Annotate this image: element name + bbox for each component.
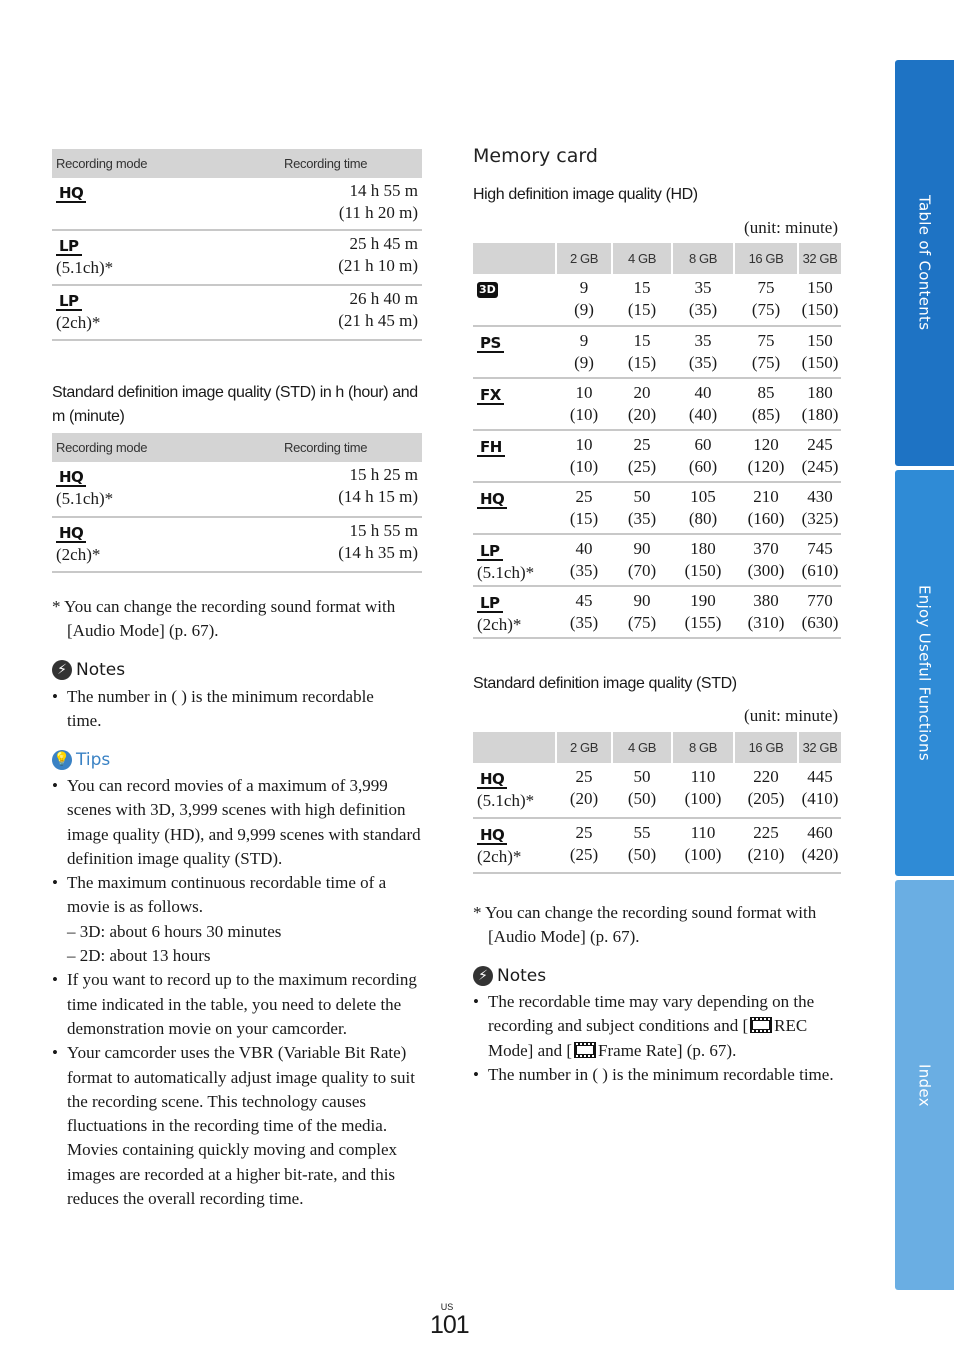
lp-mode-icon: LP (56, 237, 82, 256)
cell-value (672, 274, 734, 326)
time-min: (80) (688, 509, 718, 528)
cell-value (672, 534, 734, 586)
time-value: 40 (575, 539, 593, 558)
cell-value (798, 326, 841, 378)
time-min: (85) (751, 405, 781, 424)
time-value: 90 (633, 591, 651, 610)
time-value: 55 (633, 823, 651, 842)
time-value: 370 (753, 539, 779, 558)
mode-sub: (5.1ch)* (477, 563, 535, 582)
time-min: (155) (684, 613, 722, 632)
tip-sub-2d: – 2D: about 13 hours (67, 946, 211, 966)
table-row (52, 285, 422, 340)
cell-value (556, 818, 612, 873)
cell-value (798, 534, 841, 586)
header-2gb: 2 GB (556, 732, 612, 763)
cell-value (556, 482, 612, 534)
fx-mode-icon: FX (477, 386, 504, 405)
time-min: (15) (627, 353, 657, 372)
time-value: 9 (579, 278, 589, 297)
time-min: (210) (747, 845, 785, 864)
cell-value (798, 430, 841, 482)
fh-mode-icon: FH (477, 438, 505, 457)
time-value: 190 (690, 591, 716, 610)
time-min: (630) (801, 613, 839, 632)
time-value: 25 h 45 m (349, 234, 418, 253)
time-value: 75 (757, 331, 775, 350)
time-value: 10 (575, 435, 593, 454)
cell-value (556, 378, 612, 430)
table-row (473, 378, 841, 430)
time-value: 445 (807, 767, 833, 786)
time-min: (15) (627, 300, 657, 319)
hq-mode-icon: HQ (56, 524, 86, 543)
time-min: (14 h 15 m) (338, 487, 418, 506)
hd-recording-time-table (473, 243, 841, 639)
time-min: (420) (801, 845, 839, 864)
cell-value (734, 818, 798, 873)
time-value: 20 (633, 383, 651, 402)
mode-sub: (2ch)* (477, 615, 522, 634)
lp-mode-icon: LP (477, 594, 503, 613)
std-unit-label: (unit: minute) (744, 706, 838, 725)
time-min: (21 h 45 m) (338, 311, 418, 330)
cell-value (798, 482, 841, 534)
header-8gb: 8 GB (672, 732, 734, 763)
time-value: 60 (694, 435, 712, 454)
lp-mode-icon: LP (477, 542, 503, 561)
tips-heading (52, 750, 110, 770)
time-value: 430 (807, 487, 833, 506)
header-32gb: 32 GB (798, 243, 841, 274)
list-item: • The number in ( ) is the minimum recordable time. (52, 685, 412, 734)
time-min: (120) (747, 457, 785, 476)
time-min: (325) (801, 509, 839, 528)
header-16gb: 16 GB (734, 732, 798, 763)
cell-value (556, 763, 612, 818)
time-min: (15) (569, 509, 599, 528)
time-min: (150) (801, 353, 839, 372)
table-row (52, 178, 422, 230)
header-recording-time: Recording time (280, 149, 422, 178)
time-min: (50) (627, 789, 657, 808)
time-value: 245 (807, 435, 833, 454)
cell-value (672, 430, 734, 482)
note-text-c: Frame Rate] (p. 67). (598, 1040, 737, 1060)
time-value: 25 (575, 767, 593, 786)
cell-value (612, 274, 672, 326)
time-min: (10) (569, 405, 599, 424)
tab-enjoy-useful-functions[interactable] (895, 470, 954, 876)
time-value: 75 (757, 278, 775, 297)
page-number-value: 101 (430, 1311, 469, 1339)
time-value: 15 (633, 331, 651, 350)
cell-value (612, 482, 672, 534)
notes-icon: ⚡ (473, 966, 493, 986)
cell-value (734, 430, 798, 482)
table-row (473, 326, 841, 378)
time-value: 110 (690, 823, 716, 842)
cell-value (556, 534, 612, 586)
time-min: (21 h 10 m) (338, 256, 418, 275)
time-min: (205) (747, 789, 785, 808)
cell-value (672, 763, 734, 818)
film-icon (574, 1042, 596, 1058)
tip-sub-3d: – 3D: about 6 hours 30 minutes (67, 921, 282, 941)
list-item: • The number in ( ) is the minimum recordable time. (473, 1063, 845, 1087)
notes-right-list (473, 990, 845, 1087)
time-value: 460 (807, 823, 833, 842)
mode-sub: (5.1ch)* (477, 791, 535, 810)
time-min: (75) (627, 613, 657, 632)
tab-label: Table of Contents (915, 195, 934, 331)
lp-mode-icon: LP (56, 292, 82, 311)
time-value: 85 (757, 383, 775, 402)
table-row (473, 763, 841, 818)
table-row (473, 274, 841, 326)
time-value: 110 (690, 767, 716, 786)
tips-list (52, 774, 424, 1211)
time-min: (50) (627, 845, 657, 864)
time-min: (310) (747, 613, 785, 632)
cell-value (734, 534, 798, 586)
time-value: 26 h 40 m (349, 289, 418, 308)
page-region: US (440, 1302, 454, 1312)
time-value: 25 (633, 435, 651, 454)
cell-value (734, 378, 798, 430)
time-min: (25) (569, 845, 599, 864)
time-value: 50 (633, 487, 651, 506)
header-16gb: 16 GB (734, 243, 798, 274)
time-min: (160) (747, 509, 785, 528)
film-icon (750, 1017, 772, 1033)
cell-value (612, 430, 672, 482)
time-min: (10) (569, 457, 599, 476)
cell-value (798, 586, 841, 638)
cell-value (612, 534, 672, 586)
cell-value (556, 326, 612, 378)
time-min: (150) (684, 561, 722, 580)
hq-mode-icon: HQ (477, 490, 507, 509)
time-value: 25 (575, 487, 593, 506)
time-min: (35) (688, 300, 718, 319)
cell-value (734, 274, 798, 326)
time-min: (40) (688, 405, 718, 424)
header-recording-mode: Recording mode (52, 433, 280, 462)
notes-left-heading (52, 660, 125, 680)
tips-title: Tips (76, 750, 111, 770)
cell-value (612, 586, 672, 638)
cell-value (734, 586, 798, 638)
time-min: (20) (627, 405, 657, 424)
time-min: (150) (801, 300, 839, 319)
notes-right-heading (473, 966, 546, 986)
time-min: (35) (569, 613, 599, 632)
notes-left-list (52, 685, 412, 734)
time-min: (35) (569, 561, 599, 580)
hq-mode-icon: HQ (477, 826, 507, 845)
time-value: 210 (753, 487, 779, 506)
table-row (52, 230, 422, 285)
list-item (52, 871, 424, 968)
time-value: 220 (753, 767, 779, 786)
note-text-a: The recordable time may vary depending on the recording and subject conditions and [ (488, 992, 815, 1036)
time-min: (35) (688, 353, 718, 372)
note-text-b: REC Mode] and [ (488, 1016, 808, 1060)
time-min: (300) (747, 561, 785, 580)
table-row (473, 430, 841, 482)
mode-sub: (2ch)* (56, 313, 101, 332)
hd-unit-label: (unit: minute) (744, 218, 838, 237)
time-value: 180 (690, 539, 716, 558)
std-recording-time-table (473, 732, 841, 874)
list-item: • If you want to record up to the maximum recording time indicated in the table, you need to delete the demonstration movie on your camcorder. (52, 968, 424, 1041)
std-heading: Standard definition image quality (STD) in h (hour) and m (minute) (52, 384, 418, 425)
time-value: 120 (753, 435, 779, 454)
time-min: (20) (569, 789, 599, 808)
time-value: 50 (633, 767, 651, 786)
cell-value (672, 378, 734, 430)
table-row (473, 482, 841, 534)
notes-icon: ⚡ (52, 660, 72, 680)
std-heading-2: Standard definition image quality (STD) (473, 675, 737, 692)
header-32gb: 32 GB (798, 732, 841, 763)
header-4gb: 4 GB (612, 732, 672, 763)
cell-value (672, 482, 734, 534)
list-item (473, 990, 845, 1063)
time-min: (610) (801, 561, 839, 580)
cell-value (672, 326, 734, 378)
tab-table-of-contents[interactable] (895, 60, 954, 466)
tab-label: Enjoy Useful Functions (915, 585, 934, 761)
cell-value (798, 763, 841, 818)
recording-time-table-1 (52, 149, 422, 341)
time-min: (70) (627, 561, 657, 580)
table-row (473, 586, 841, 638)
header-4gb: 4 GB (612, 243, 672, 274)
time-value: 14 h 55 m (349, 181, 418, 200)
tab-index[interactable] (895, 880, 954, 1290)
time-min: (9) (574, 300, 594, 319)
memory-card-title: Memory card (473, 145, 598, 167)
table-row (52, 462, 422, 517)
time-value: 225 (753, 823, 779, 842)
cell-value (556, 586, 612, 638)
notes-title: Notes (76, 660, 126, 680)
time-value: 35 (694, 331, 712, 350)
cell-value (672, 586, 734, 638)
time-value: 10 (575, 383, 593, 402)
tip-text: The maximum continuous recordable time of a movie is as follows. (67, 873, 387, 917)
mode-sub: (5.1ch)* (56, 258, 114, 277)
footnote-left: * You can change the recording sound format with [Audio Mode] (p. 67). (52, 597, 396, 641)
time-min: (9) (574, 353, 594, 372)
header-recording-time: Recording time (280, 433, 422, 462)
cell-value (798, 274, 841, 326)
time-value: 15 h 25 m (349, 465, 418, 484)
time-min: (35) (627, 509, 657, 528)
time-min: (100) (684, 845, 722, 864)
hq-mode-icon: HQ (477, 770, 507, 789)
table-row (473, 818, 841, 873)
time-min: (14 h 35 m) (338, 543, 418, 562)
cell-value (612, 763, 672, 818)
time-min: (75) (751, 353, 781, 372)
time-value: 45 (575, 591, 593, 610)
time-value: 180 (807, 383, 833, 402)
time-value: 770 (807, 591, 833, 610)
page-number (430, 1302, 469, 1339)
time-min: (100) (684, 789, 722, 808)
time-value: 380 (753, 591, 779, 610)
time-value: 150 (807, 331, 833, 350)
table-row (473, 534, 841, 586)
tab-label: Index (915, 1063, 934, 1107)
time-min: (25) (627, 457, 657, 476)
recording-time-table-2 (52, 433, 422, 573)
ps-mode-icon: PS (477, 334, 504, 353)
cell-value (798, 818, 841, 873)
time-min: (410) (801, 789, 839, 808)
time-min: (60) (688, 457, 718, 476)
footnote-right: * You can change the recording sound format with [Audio Mode] (p. 67). (473, 903, 817, 947)
table-row (52, 517, 422, 572)
hq-mode-icon: HQ (56, 184, 86, 203)
cell-value (672, 818, 734, 873)
hq-mode-icon: HQ (56, 468, 86, 487)
time-value: 9 (579, 331, 589, 350)
side-tabs (895, 60, 954, 1290)
cell-value (734, 482, 798, 534)
notes-title: Notes (497, 966, 547, 986)
cell-value (798, 378, 841, 430)
hd-heading: High definition image quality (HD) (473, 186, 698, 203)
time-value: 25 (575, 823, 593, 842)
cell-value (612, 326, 672, 378)
time-min: (180) (801, 405, 839, 424)
cell-value (734, 763, 798, 818)
header-recording-mode: Recording mode (52, 149, 280, 178)
time-value: 35 (694, 278, 712, 297)
mode-sub: (2ch)* (477, 847, 522, 866)
time-value: 40 (694, 383, 712, 402)
time-value: 150 (807, 278, 833, 297)
lightbulb-icon: 💡 (52, 750, 72, 770)
cell-value (734, 326, 798, 378)
time-min: (75) (751, 300, 781, 319)
time-min: (11 h 20 m) (338, 203, 418, 222)
mode-sub: (2ch)* (56, 545, 101, 564)
cell-value (556, 274, 612, 326)
time-value: 105 (690, 487, 716, 506)
time-value: 90 (633, 539, 651, 558)
time-min: (245) (801, 457, 839, 476)
header-2gb: 2 GB (556, 243, 612, 274)
list-item: • Your camcorder uses the VBR (Variable Bit Rate) format to automatically adjust image quality to suit the recording scene. This technology causes fluctuations in the recording time of the media. Movies containing quickly moving and complex images are recorded at a higher bit-rate, and this reduces the overall recording time. (52, 1041, 424, 1211)
time-value: 15 (633, 278, 651, 297)
time-value: 15 h 55 m (349, 521, 418, 540)
3d-mode-icon: 3D (479, 283, 496, 296)
mode-sub: (5.1ch)* (56, 489, 114, 508)
cell-value (612, 818, 672, 873)
header-8gb: 8 GB (672, 243, 734, 274)
cell-value (612, 378, 672, 430)
time-value: 745 (807, 539, 833, 558)
cell-value (556, 430, 612, 482)
list-item: • You can record movies of a maximum of 3,999 scenes with 3D, 3,999 scenes with high definition image quality (HD), and 9,999 scenes with standard definition image quality (STD). (52, 774, 424, 871)
